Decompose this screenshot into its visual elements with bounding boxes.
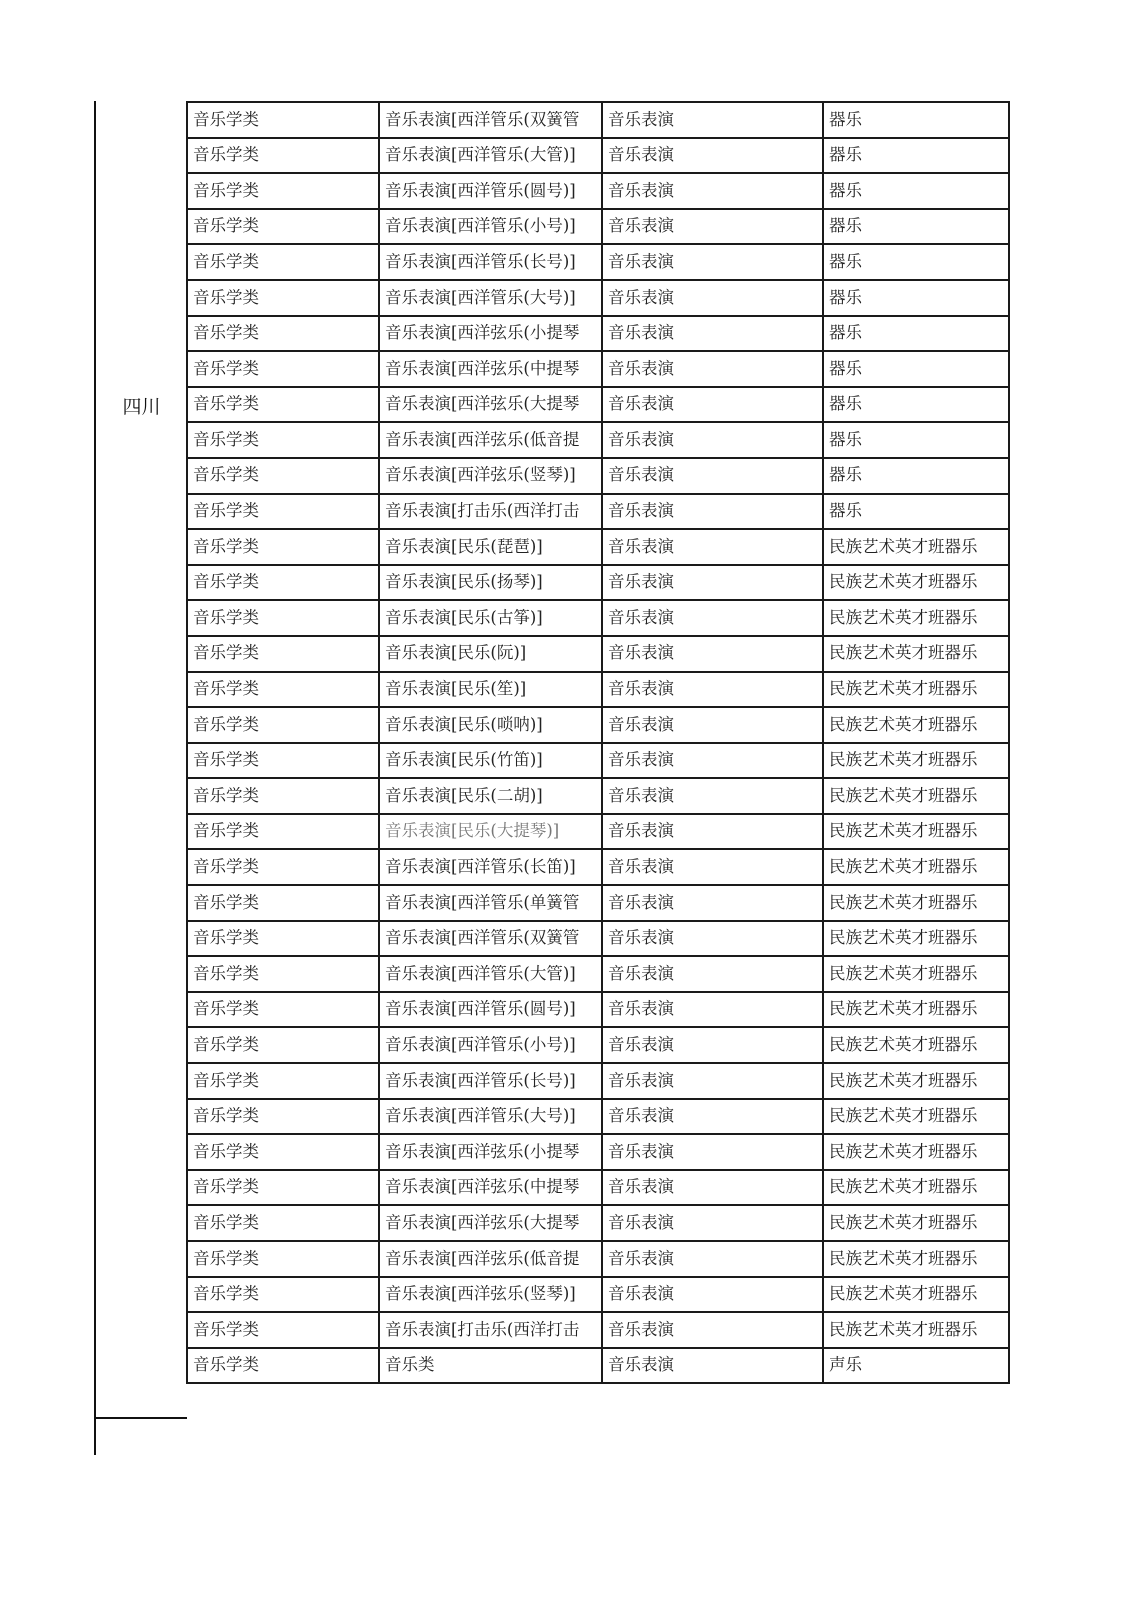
discipline-cell: 音乐学类 [187,316,379,352]
table-row [187,814,1009,850]
major-cell: 音乐表演[西洋弦乐(大提琴 [379,1205,602,1241]
discipline-cell: 音乐学类 [187,885,379,921]
major-cell: 音乐表演[西洋弦乐(大提琴 [379,387,602,423]
discipline-cell: 音乐学类 [187,778,379,814]
discipline-cell: 音乐学类 [187,1027,379,1063]
major-cell: 音乐表演[西洋弦乐(中提琴 [379,351,602,387]
table-row [187,778,1009,814]
major-cell: 音乐表演[西洋管乐(圆号)] [379,173,602,209]
table-row [187,672,1009,708]
type-cell: 民族艺术英才班器乐 [823,956,1009,992]
category-cell: 音乐表演 [602,743,823,779]
discipline-cell: 音乐学类 [187,992,379,1028]
table-row [187,849,1009,885]
category-cell: 音乐表演 [602,778,823,814]
major-cell: 音乐表演[西洋弦乐(竖琴)] [379,1277,602,1313]
discipline-cell: 音乐学类 [187,1134,379,1170]
table-row [187,244,1009,280]
table-row [187,885,1009,921]
major-cell: 音乐表演[民乐(二胡)] [379,778,602,814]
category-cell: 音乐表演 [602,565,823,601]
discipline-cell: 音乐学类 [187,600,379,636]
discipline-cell: 音乐学类 [187,1063,379,1099]
category-cell: 音乐表演 [602,1241,823,1277]
table-row [187,387,1009,423]
discipline-cell: 音乐学类 [187,138,379,174]
category-cell: 音乐表演 [602,707,823,743]
table-row [187,1099,1009,1135]
category-cell: 音乐表演 [602,956,823,992]
major-cell: 音乐表演[西洋弦乐(竖琴)] [379,458,602,494]
table-row [187,956,1009,992]
type-cell: 民族艺术英才班器乐 [823,600,1009,636]
discipline-cell: 音乐学类 [187,458,379,494]
table-row [187,1241,1009,1277]
major-cell: 音乐表演[民乐(阮)] [379,636,602,672]
discipline-cell: 音乐学类 [187,351,379,387]
category-cell: 音乐表演 [602,422,823,458]
discipline-cell: 音乐学类 [187,1241,379,1277]
category-cell: 音乐表演 [602,138,823,174]
type-cell: 民族艺术英才班器乐 [823,814,1009,850]
category-cell: 音乐表演 [602,351,823,387]
discipline-cell: 音乐学类 [187,1205,379,1241]
table-row [187,1348,1009,1384]
region-divider [94,1417,187,1419]
table-row [187,1063,1009,1099]
type-cell: 民族艺术英才班器乐 [823,636,1009,672]
discipline-cell: 音乐学类 [187,494,379,530]
discipline-cell: 音乐学类 [187,209,379,245]
type-cell: 器乐 [823,102,1009,138]
category-cell: 音乐表演 [602,992,823,1028]
type-cell: 民族艺术英才班器乐 [823,565,1009,601]
discipline-cell: 音乐学类 [187,707,379,743]
table-body [187,102,1009,1383]
category-cell: 音乐表演 [602,1170,823,1206]
type-cell: 民族艺术英才班器乐 [823,1027,1009,1063]
table-row [187,1134,1009,1170]
table-row [187,992,1009,1028]
type-cell: 器乐 [823,209,1009,245]
table-row [187,173,1009,209]
category-cell: 音乐表演 [602,814,823,850]
major-cell: 音乐表演[民乐(大提琴)] [379,814,602,850]
major-cell: 音乐表演[西洋管乐(大号)] [379,280,602,316]
table-row [187,921,1009,957]
discipline-cell: 音乐学类 [187,173,379,209]
table-row [187,636,1009,672]
category-cell: 音乐表演 [602,209,823,245]
category-cell: 音乐表演 [602,1134,823,1170]
table-row [187,316,1009,352]
discipline-cell: 音乐学类 [187,1170,379,1206]
major-cell: 音乐表演[西洋管乐(大管)] [379,956,602,992]
major-cell: 音乐表演[西洋管乐(双簧管 [379,921,602,957]
category-cell: 音乐表演 [602,921,823,957]
major-cell: 音乐表演[民乐(笙)] [379,672,602,708]
type-cell: 民族艺术英才班器乐 [823,672,1009,708]
category-cell: 音乐表演 [602,280,823,316]
major-cell: 音乐表演[西洋管乐(双簧管 [379,102,602,138]
category-cell: 音乐表演 [602,1312,823,1348]
type-cell: 民族艺术英才班器乐 [823,778,1009,814]
discipline-cell: 音乐学类 [187,921,379,957]
table-row [187,102,1009,138]
category-cell: 音乐表演 [602,1205,823,1241]
major-cell: 音乐类 [379,1348,602,1384]
type-cell: 民族艺术英才班器乐 [823,1277,1009,1313]
major-cell: 音乐表演[西洋管乐(单簧管 [379,885,602,921]
type-cell: 器乐 [823,244,1009,280]
major-cell: 音乐表演[西洋弦乐(中提琴 [379,1170,602,1206]
category-cell: 音乐表演 [602,1063,823,1099]
type-cell: 声乐 [823,1348,1009,1384]
type-cell: 民族艺术英才班器乐 [823,1134,1009,1170]
type-cell: 器乐 [823,351,1009,387]
region-column-border [94,101,96,1455]
type-cell: 器乐 [823,316,1009,352]
major-cell: 音乐表演[西洋管乐(小号)] [379,209,602,245]
major-cell: 音乐表演[西洋管乐(大号)] [379,1099,602,1135]
table-row [187,743,1009,779]
type-cell: 器乐 [823,387,1009,423]
discipline-cell: 音乐学类 [187,636,379,672]
category-cell: 音乐表演 [602,849,823,885]
discipline-cell: 音乐学类 [187,422,379,458]
type-cell: 民族艺术英才班器乐 [823,707,1009,743]
major-cell: 音乐表演[西洋管乐(长号)] [379,1063,602,1099]
type-cell: 民族艺术英才班器乐 [823,1205,1009,1241]
type-cell: 器乐 [823,494,1009,530]
table-row [187,600,1009,636]
admissions-table [186,101,1010,1384]
region-label: 四川 [122,395,161,418]
major-cell: 音乐表演[民乐(琵琶)] [379,529,602,565]
major-cell: 音乐表演[西洋弦乐(低音提 [379,1241,602,1277]
major-cell: 音乐表演[西洋弦乐(小提琴 [379,1134,602,1170]
type-cell: 民族艺术英才班器乐 [823,529,1009,565]
category-cell: 音乐表演 [602,1099,823,1135]
discipline-cell: 音乐学类 [187,956,379,992]
category-cell: 音乐表演 [602,600,823,636]
table-row [187,707,1009,743]
major-cell: 音乐表演[打击乐(西洋打击 [379,1312,602,1348]
type-cell: 民族艺术英才班器乐 [823,1312,1009,1348]
discipline-cell: 音乐学类 [187,743,379,779]
table-row [187,458,1009,494]
table-row [187,1027,1009,1063]
table-row [187,529,1009,565]
category-cell: 音乐表演 [602,1277,823,1313]
type-cell: 民族艺术英才班器乐 [823,885,1009,921]
category-cell: 音乐表演 [602,458,823,494]
category-cell: 音乐表演 [602,316,823,352]
category-cell: 音乐表演 [602,636,823,672]
major-cell: 音乐表演[民乐(唢呐)] [379,707,602,743]
type-cell: 民族艺术英才班器乐 [823,1099,1009,1135]
major-cell: 音乐表演[西洋管乐(圆号)] [379,992,602,1028]
table-row [187,138,1009,174]
category-cell: 音乐表演 [602,885,823,921]
discipline-cell: 音乐学类 [187,1277,379,1313]
table-row [187,1205,1009,1241]
category-cell: 音乐表演 [602,1348,823,1384]
type-cell: 器乐 [823,280,1009,316]
discipline-cell: 音乐学类 [187,1312,379,1348]
discipline-cell: 音乐学类 [187,849,379,885]
major-cell: 音乐表演[西洋弦乐(小提琴 [379,316,602,352]
category-cell: 音乐表演 [602,672,823,708]
major-cell: 音乐表演[西洋管乐(长号)] [379,244,602,280]
category-cell: 音乐表演 [602,102,823,138]
type-cell: 民族艺术英才班器乐 [823,1170,1009,1206]
discipline-cell: 音乐学类 [187,565,379,601]
type-cell: 器乐 [823,173,1009,209]
discipline-cell: 音乐学类 [187,102,379,138]
category-cell: 音乐表演 [602,244,823,280]
category-cell: 音乐表演 [602,387,823,423]
type-cell: 民族艺术英才班器乐 [823,849,1009,885]
type-cell: 民族艺术英才班器乐 [823,992,1009,1028]
table-row [187,280,1009,316]
table-row [187,565,1009,601]
major-cell: 音乐表演[民乐(古筝)] [379,600,602,636]
table-row [187,422,1009,458]
major-cell: 音乐表演[打击乐(西洋打击 [379,494,602,530]
discipline-cell: 音乐学类 [187,280,379,316]
discipline-cell: 音乐学类 [187,814,379,850]
discipline-cell: 音乐学类 [187,387,379,423]
category-cell: 音乐表演 [602,1027,823,1063]
discipline-cell: 音乐学类 [187,244,379,280]
table-row [187,1312,1009,1348]
discipline-cell: 音乐学类 [187,672,379,708]
type-cell: 器乐 [823,422,1009,458]
major-cell: 音乐表演[西洋管乐(大管)] [379,138,602,174]
major-cell: 音乐表演[西洋弦乐(低音提 [379,422,602,458]
type-cell: 民族艺术英才班器乐 [823,1241,1009,1277]
major-cell: 音乐表演[民乐(扬琴)] [379,565,602,601]
major-cell: 音乐表演[民乐(竹笛)] [379,743,602,779]
discipline-cell: 音乐学类 [187,1348,379,1384]
type-cell: 器乐 [823,138,1009,174]
table-row [187,209,1009,245]
type-cell: 民族艺术英才班器乐 [823,921,1009,957]
category-cell: 音乐表演 [602,529,823,565]
major-cell: 音乐表演[西洋管乐(长笛)] [379,849,602,885]
type-cell: 民族艺术英才班器乐 [823,743,1009,779]
discipline-cell: 音乐学类 [187,1099,379,1135]
table-row [187,351,1009,387]
table-row [187,1277,1009,1313]
type-cell: 民族艺术英才班器乐 [823,1063,1009,1099]
type-cell: 器乐 [823,458,1009,494]
table-row [187,494,1009,530]
discipline-cell: 音乐学类 [187,529,379,565]
table-row [187,1170,1009,1206]
category-cell: 音乐表演 [602,173,823,209]
category-cell: 音乐表演 [602,494,823,530]
major-cell: 音乐表演[西洋管乐(小号)] [379,1027,602,1063]
